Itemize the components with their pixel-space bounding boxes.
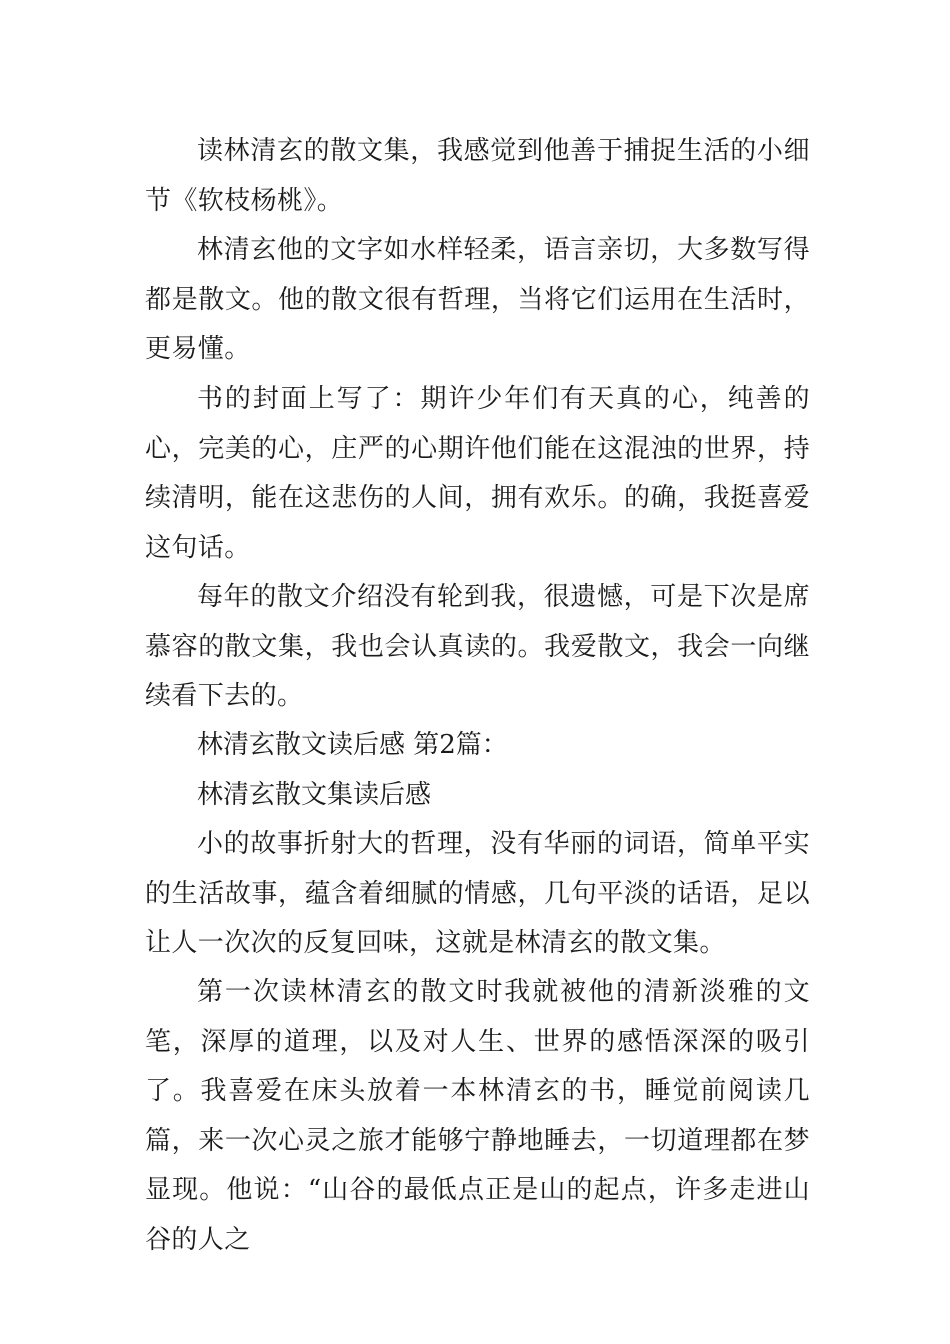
paragraph-5: 小的故事折射大的哲理，没有华丽的词语，简单平实的生活故事，蕴含着细腻的情感，几句平淡的话语，足以让人一次次的反复回味，这就是林清玄的散文集。 — [145, 829, 810, 958]
paragraph-1: 读林清玄的散文集，我感觉到他善于捕捉生活的小细节《软枝杨桃》。 — [145, 136, 810, 216]
section-heading: 林清玄散文读后感 第2篇： — [197, 730, 508, 760]
article-title: 林清玄散文集读后感 — [197, 780, 432, 810]
paragraph-3: 书的封面上写了：期许少年们有天真的心，纯善的心，完美的心，庄严的心期许他们能在这混浊的世界，持续清明，能在这悲伤的人间，拥有欢乐。的确，我挺喜爱这句话。 — [145, 384, 810, 563]
paragraph-4: 每年的散文介绍没有轮到我，很遗憾，可是下次是席慕容的散文集，我也会认真读的。我爱散文，我会一向继续看下去的。 — [145, 582, 810, 711]
paragraph-6: 第一次读林清玄的散文时我就被他的清新淡雅的文笔，深厚的道理，以及对人生、世界的感悟深深的吸引了。我喜爱在床头放着一本林清玄的书，睡觉前阅读几篇，来一次心灵之旅才能够宁静地睡去，一切道理都在梦显现。他说：“山谷的最低点正是山的起点，许多走进山谷的人之 — [145, 977, 810, 1255]
paragraph-2: 林清玄他的文字如水样轻柔，语言亲切，大多数写得都是散文。他的散文很有哲理，当将它们运用在生活时，更易懂。 — [145, 235, 810, 364]
